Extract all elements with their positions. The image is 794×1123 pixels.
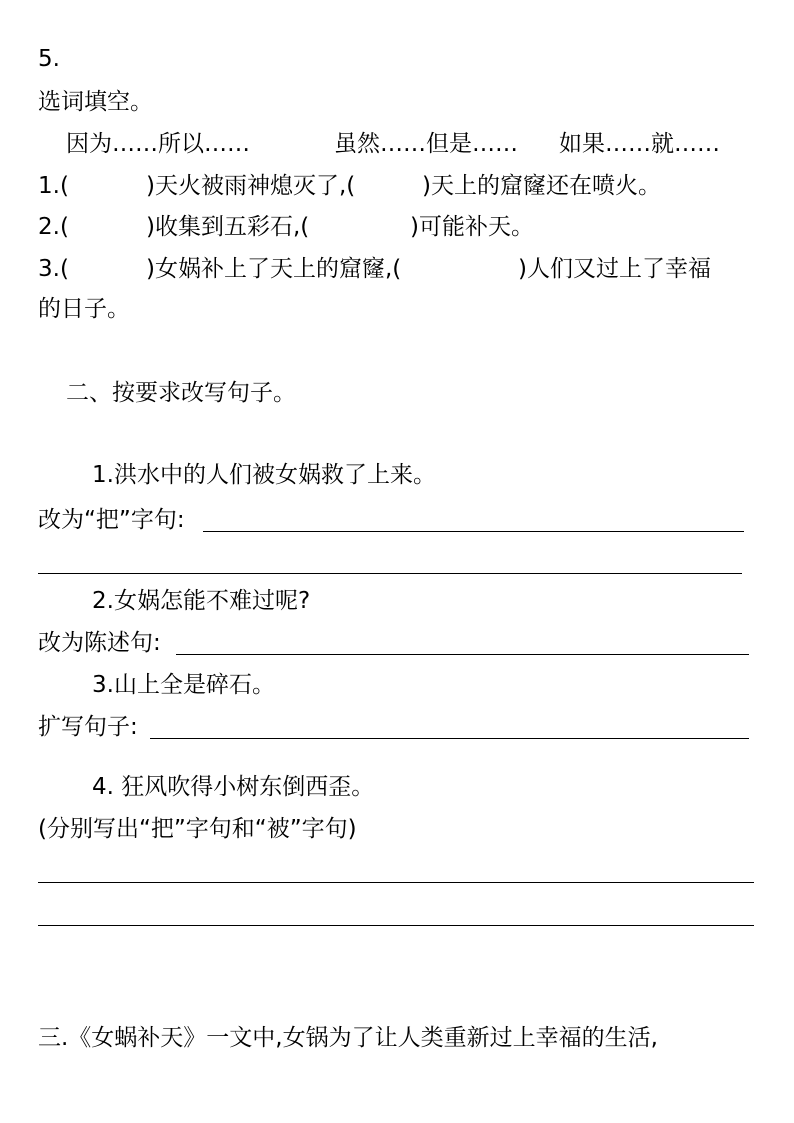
- word-option: 因为……所以……: [66, 131, 250, 157]
- question-text-part: )天上的窟窿还在喷火。: [422, 173, 661, 199]
- answer-line[interactable]: [150, 738, 749, 739]
- question-text-part: )天火被雨神熄灭了,(: [146, 173, 356, 199]
- section-heading: 二、按要求改写句子。: [66, 380, 296, 406]
- section-text: 三.《女蜗补天》一文中,女锅为了让人类重新过上幸福的生活,: [38, 1025, 658, 1051]
- exercise-sentence: 4. 狂风吹得小树东倒西歪。: [92, 774, 375, 800]
- question-number: 5.: [38, 46, 60, 72]
- question-text-part: )人们又过上了幸福: [518, 256, 711, 282]
- word-option: 如果……就……: [559, 131, 720, 157]
- exercise-prompt: (分别写出“把”字句和“被”字句): [38, 816, 357, 842]
- question-text-part: )女娲补上了天上的窟窿,(: [146, 256, 402, 282]
- question-text-part: 1.(: [38, 173, 69, 199]
- question-text-part: 2.(: [38, 214, 69, 240]
- answer-line[interactable]: [38, 573, 742, 574]
- exercise-sentence: 1.洪水中的人们被女娲救了上来。: [92, 462, 436, 488]
- exercise-sentence: 3.山上全是碎石。: [92, 672, 275, 698]
- instruction: 选词填空。: [38, 89, 153, 115]
- exercise-prompt: 改为陈述句:: [38, 630, 161, 656]
- exercise-sentence: 2.女娲怎能不难过呢?: [92, 588, 311, 614]
- word-option: 虽然……但是……: [334, 131, 518, 157]
- question-text-part: )收集到五彩石,(: [146, 214, 310, 240]
- question-text-part: 3.(: [38, 256, 69, 282]
- question-text-part: )可能补天。: [410, 214, 534, 240]
- answer-line[interactable]: [176, 654, 749, 655]
- answer-line[interactable]: [203, 531, 744, 532]
- exercise-prompt: 扩写句子:: [38, 714, 138, 740]
- answer-line[interactable]: [38, 882, 754, 883]
- answer-line[interactable]: [38, 925, 754, 926]
- exercise-prompt: 改为“把”字句:: [38, 507, 185, 533]
- question-text-part: 的日子。: [38, 296, 130, 322]
